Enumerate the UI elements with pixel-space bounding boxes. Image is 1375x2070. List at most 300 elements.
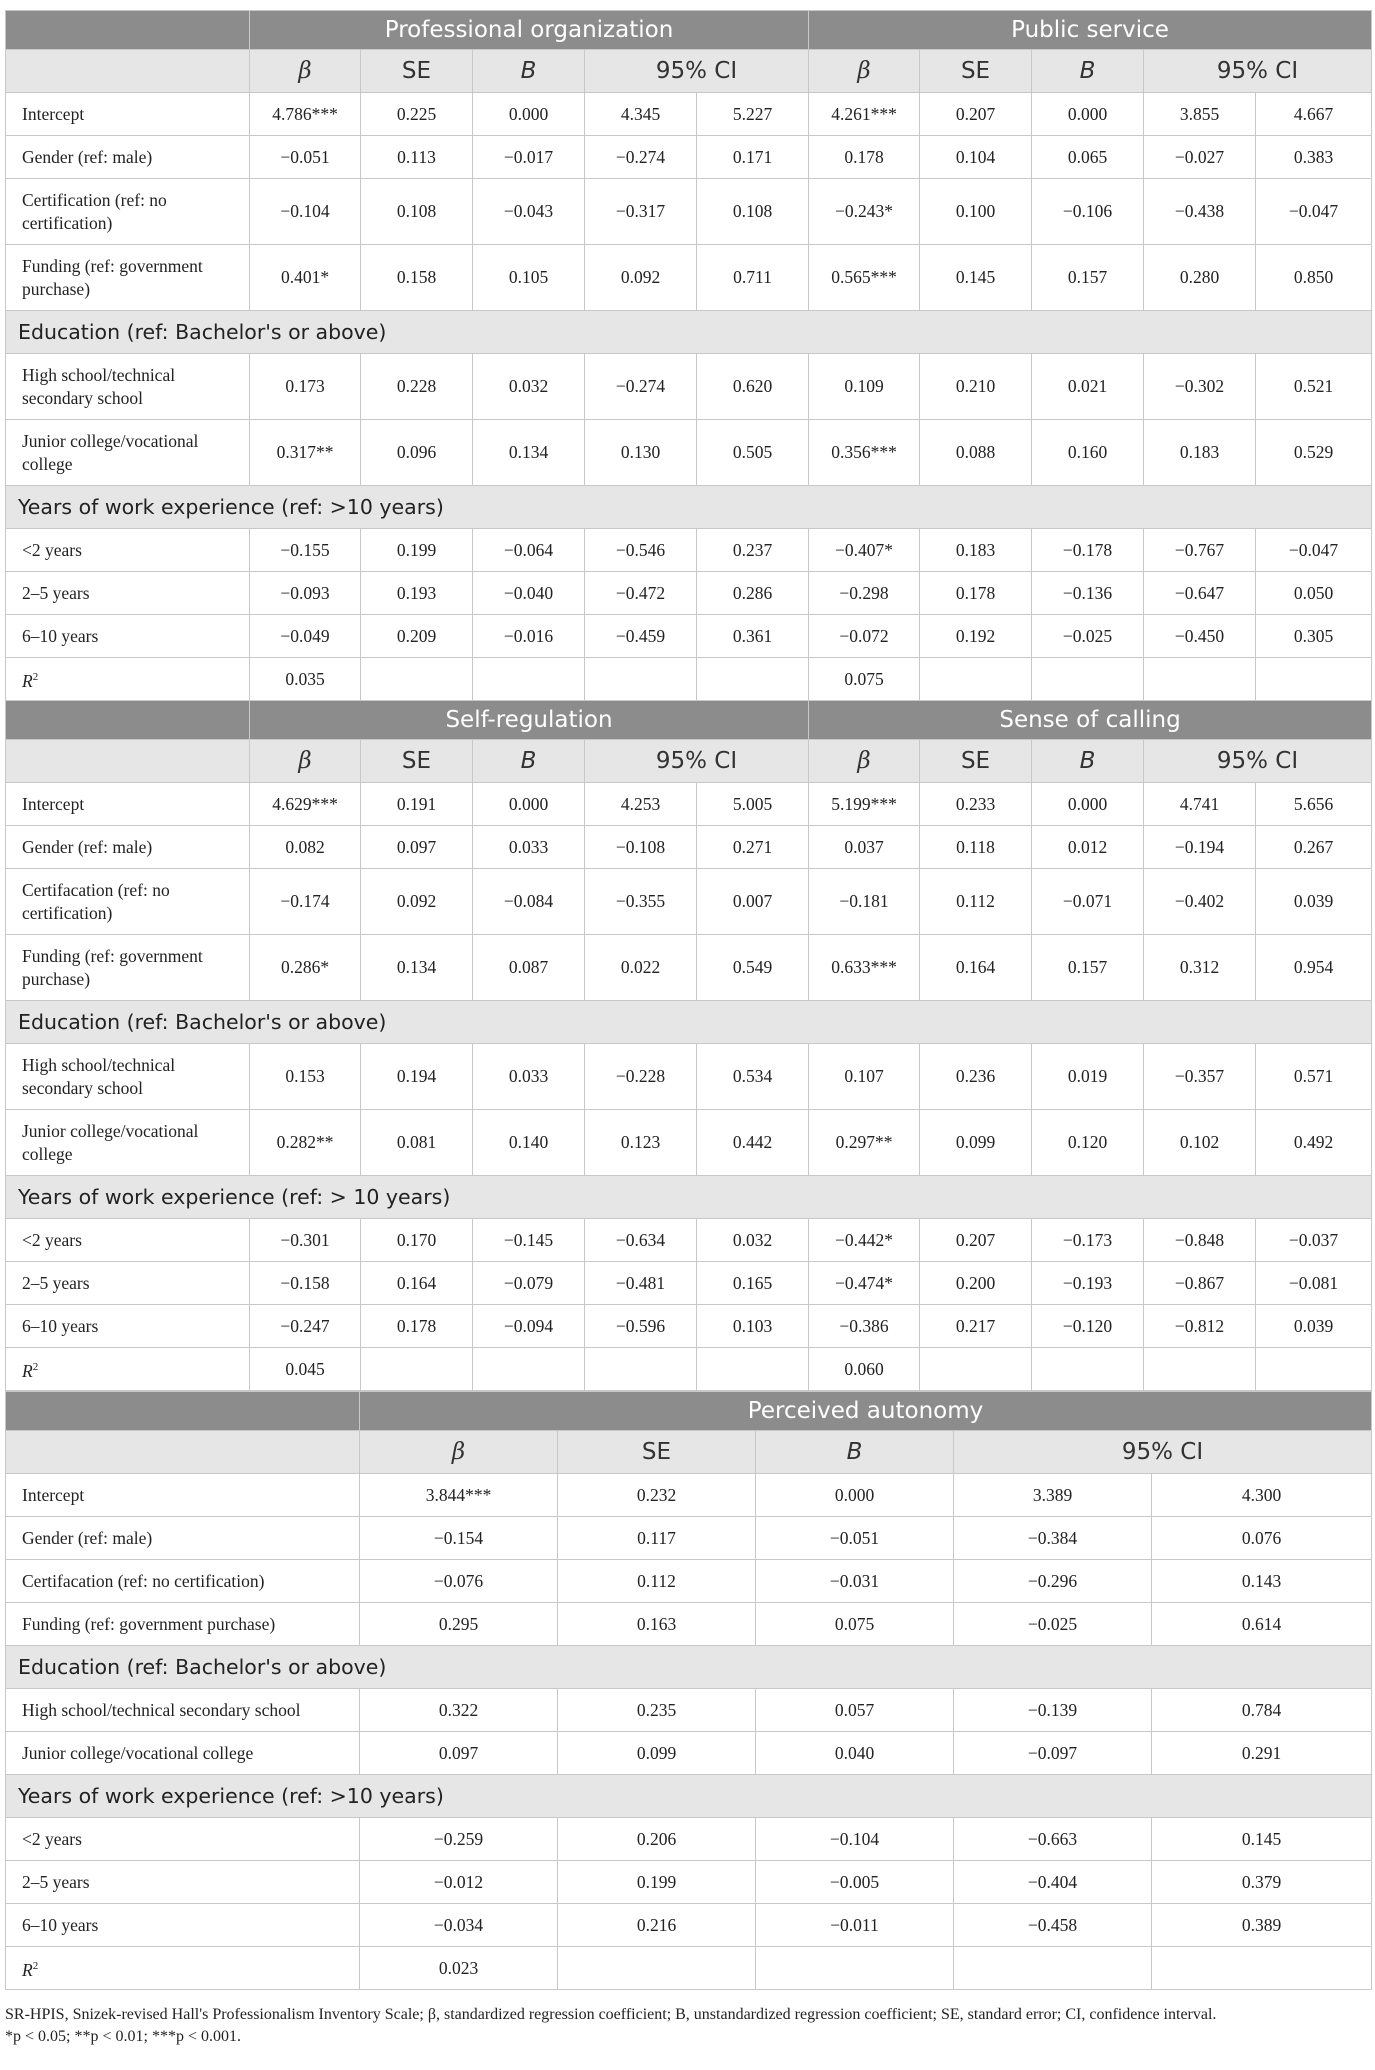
b-header: B bbox=[1032, 50, 1144, 93]
cell-value: 0.312 bbox=[1144, 935, 1256, 1001]
cell-value: −0.386 bbox=[809, 1305, 920, 1348]
cell-value: 0.082 bbox=[250, 826, 361, 869]
cell-value: 0.286 bbox=[697, 572, 809, 615]
cell-value: −0.317 bbox=[585, 179, 697, 245]
cell-value: −0.106 bbox=[1032, 179, 1144, 245]
cell-value: 0.097 bbox=[360, 1732, 558, 1775]
cell-value: 4.345 bbox=[585, 93, 697, 136]
table-section-autonomy bbox=[5, 1391, 1372, 1990]
row-label: Gender (ref: male) bbox=[6, 1517, 360, 1560]
cell-value: −0.247 bbox=[250, 1305, 361, 1348]
cell-value: 0.291 bbox=[1152, 1732, 1372, 1775]
cell-value: −0.194 bbox=[1144, 826, 1256, 869]
beta-header: β bbox=[250, 50, 361, 93]
cell-value: 0.037 bbox=[809, 826, 920, 869]
cell-value: −0.298 bbox=[809, 572, 920, 615]
r-superscript: 2 bbox=[32, 1360, 39, 1373]
ci-header: 95% CI bbox=[1144, 740, 1372, 783]
b-header: B bbox=[756, 1431, 954, 1474]
cell-value: 0.383 bbox=[1256, 136, 1372, 179]
row-label: Certifacation (ref: no certification) bbox=[6, 1560, 360, 1603]
cell-value: 0.000 bbox=[473, 93, 585, 136]
cell-value: 0.099 bbox=[920, 1110, 1032, 1176]
cell-value: 0.191 bbox=[361, 783, 473, 826]
r-squared-label bbox=[6, 658, 250, 701]
cell-value: 0.178 bbox=[920, 572, 1032, 615]
cell-value: −0.071 bbox=[1032, 869, 1144, 935]
cell-value: −0.181 bbox=[809, 869, 920, 935]
cell-value: −0.848 bbox=[1144, 1219, 1256, 1262]
cell-value: 0.442 bbox=[697, 1110, 809, 1176]
cell-value: −0.867 bbox=[1144, 1262, 1256, 1305]
cell-value: −0.051 bbox=[250, 136, 361, 179]
row-label: 6–10 years bbox=[6, 1305, 250, 1348]
cell-value: 0.000 bbox=[1032, 783, 1144, 826]
cell-value: −0.104 bbox=[756, 1818, 954, 1861]
cell-value: 0.305 bbox=[1256, 615, 1372, 658]
cell-value: −0.097 bbox=[954, 1732, 1152, 1775]
cell-value: 0.183 bbox=[1144, 420, 1256, 486]
r-letter: R bbox=[22, 1959, 33, 1980]
row-label: 6–10 years bbox=[6, 615, 250, 658]
cell-value: 4.667 bbox=[1256, 93, 1372, 136]
empty-cell bbox=[361, 1348, 473, 1391]
cell-value: 0.228 bbox=[361, 354, 473, 420]
se-header: SE bbox=[558, 1431, 756, 1474]
row-label: High school/technical secondary school bbox=[6, 1689, 360, 1732]
group-header-row bbox=[6, 701, 1372, 740]
table-row bbox=[6, 1861, 1372, 1904]
cell-value: −0.104 bbox=[250, 179, 361, 245]
table-row bbox=[6, 1219, 1372, 1262]
category-label: Education (ref: Bachelor's or above) bbox=[6, 311, 1372, 354]
row-label: Funding (ref: government purchase) bbox=[6, 935, 250, 1001]
r-squared-value: 0.035 bbox=[250, 658, 361, 701]
cell-value: 0.401* bbox=[250, 245, 361, 311]
row-label: 6–10 years bbox=[6, 1904, 360, 1947]
r-letter: R bbox=[22, 1360, 33, 1381]
cell-value: 0.206 bbox=[558, 1818, 756, 1861]
cell-value: 0.019 bbox=[1032, 1044, 1144, 1110]
outcome-header: Perceived autonomy bbox=[360, 1392, 1372, 1431]
cell-value: −0.663 bbox=[954, 1818, 1152, 1861]
se-header: SE bbox=[920, 740, 1032, 783]
cell-value: 0.075 bbox=[756, 1603, 954, 1646]
empty-cell bbox=[1032, 658, 1144, 701]
cell-value: −0.481 bbox=[585, 1262, 697, 1305]
cell-value: 0.123 bbox=[585, 1110, 697, 1176]
cell-value: −0.154 bbox=[360, 1517, 558, 1560]
cell-value: 0.145 bbox=[1152, 1818, 1372, 1861]
cell-value: −0.084 bbox=[473, 869, 585, 935]
empty-cell bbox=[756, 1947, 954, 1990]
cell-value: 4.741 bbox=[1144, 783, 1256, 826]
cell-value: 0.389 bbox=[1152, 1904, 1372, 1947]
cell-value: 0.178 bbox=[361, 1305, 473, 1348]
cell-value: 0.271 bbox=[697, 826, 809, 869]
cell-value: 0.033 bbox=[473, 1044, 585, 1110]
table-row bbox=[6, 826, 1372, 869]
ci-header: 95% CI bbox=[1144, 50, 1372, 93]
cell-value: −0.047 bbox=[1256, 179, 1372, 245]
cell-value: 0.282** bbox=[250, 1110, 361, 1176]
b-header: B bbox=[473, 740, 585, 783]
cell-value: −0.079 bbox=[473, 1262, 585, 1305]
empty-cell bbox=[1152, 1947, 1372, 1990]
cell-value: 0.000 bbox=[473, 783, 585, 826]
cell-value: −0.064 bbox=[473, 529, 585, 572]
footnote-significance: *p < 0.05; **p < 0.01; ***p < 0.001. bbox=[5, 2028, 241, 2045]
cell-value: −0.355 bbox=[585, 869, 697, 935]
cell-value: 0.118 bbox=[920, 826, 1032, 869]
cell-value: 0.178 bbox=[809, 136, 920, 179]
cell-value: −0.404 bbox=[954, 1861, 1152, 1904]
cell-value: −0.049 bbox=[250, 615, 361, 658]
cell-value: 0.145 bbox=[920, 245, 1032, 311]
cell-value: 5.227 bbox=[697, 93, 809, 136]
cell-value: −0.442* bbox=[809, 1219, 920, 1262]
table-row bbox=[6, 1818, 1372, 1861]
column-header-row bbox=[6, 50, 1372, 93]
cell-value: 0.295 bbox=[360, 1603, 558, 1646]
cell-value: 0.158 bbox=[361, 245, 473, 311]
row-label: Junior college/vocational college bbox=[6, 420, 250, 486]
cell-value: −0.402 bbox=[1144, 869, 1256, 935]
table-row bbox=[6, 1517, 1372, 1560]
cell-value: −0.081 bbox=[1256, 1262, 1372, 1305]
row-label: 2–5 years bbox=[6, 1861, 360, 1904]
beta-header: β bbox=[360, 1431, 558, 1474]
cell-value: 0.039 bbox=[1256, 1305, 1372, 1348]
cell-value: 0.297** bbox=[809, 1110, 920, 1176]
cell-value: 0.233 bbox=[920, 783, 1032, 826]
empty-cell bbox=[920, 658, 1032, 701]
cell-value: 0.170 bbox=[361, 1219, 473, 1262]
empty-cell bbox=[1144, 1348, 1256, 1391]
cell-value: −0.025 bbox=[1032, 615, 1144, 658]
cell-value: −0.017 bbox=[473, 136, 585, 179]
cell-value: −0.040 bbox=[473, 572, 585, 615]
empty-cell bbox=[697, 1348, 809, 1391]
cell-value: −0.274 bbox=[585, 136, 697, 179]
cell-value: 0.134 bbox=[473, 420, 585, 486]
cell-value: 0.267 bbox=[1256, 826, 1372, 869]
cell-value: 0.200 bbox=[920, 1262, 1032, 1305]
cell-value: 0.850 bbox=[1256, 245, 1372, 311]
table-row bbox=[6, 615, 1372, 658]
cell-value: 0.620 bbox=[697, 354, 809, 420]
cell-value: 0.100 bbox=[920, 179, 1032, 245]
cell-value: −0.767 bbox=[1144, 529, 1256, 572]
cell-value: 0.529 bbox=[1256, 420, 1372, 486]
cell-value: 0.096 bbox=[361, 420, 473, 486]
empty-cell bbox=[920, 1348, 1032, 1391]
header-blank bbox=[6, 50, 250, 93]
cell-value: −0.296 bbox=[954, 1560, 1152, 1603]
outcome-header: Public service bbox=[809, 11, 1372, 50]
category-row bbox=[6, 311, 1372, 354]
cell-value: −0.259 bbox=[360, 1818, 558, 1861]
cell-value: 0.087 bbox=[473, 935, 585, 1001]
cell-value: −0.301 bbox=[250, 1219, 361, 1262]
cell-value: 0.711 bbox=[697, 245, 809, 311]
cell-value: −0.274 bbox=[585, 354, 697, 420]
cell-value: 0.039 bbox=[1256, 869, 1372, 935]
cell-value: −0.472 bbox=[585, 572, 697, 615]
row-label: <2 years bbox=[6, 1818, 360, 1861]
table-row bbox=[6, 1560, 1372, 1603]
cell-value: 0.102 bbox=[1144, 1110, 1256, 1176]
se-header: SE bbox=[361, 50, 473, 93]
empty-cell bbox=[361, 658, 473, 701]
cell-value: 3.855 bbox=[1144, 93, 1256, 136]
regression-table bbox=[5, 10, 1371, 1990]
cell-value: 0.505 bbox=[697, 420, 809, 486]
cell-value: 0.207 bbox=[920, 93, 1032, 136]
row-label: Intercept bbox=[6, 1474, 360, 1517]
cell-value: 0.534 bbox=[697, 1044, 809, 1110]
table-row bbox=[6, 245, 1372, 311]
empty-cell bbox=[558, 1947, 756, 1990]
cell-value: −0.634 bbox=[585, 1219, 697, 1262]
r-squared-row bbox=[6, 658, 1372, 701]
category-row bbox=[6, 1001, 1372, 1044]
cell-value: 0.173 bbox=[250, 354, 361, 420]
table-row bbox=[6, 1262, 1372, 1305]
cell-value: 0.322 bbox=[360, 1689, 558, 1732]
cell-value: 0.032 bbox=[697, 1219, 809, 1262]
cell-value: 0.571 bbox=[1256, 1044, 1372, 1110]
cell-value: −0.459 bbox=[585, 615, 697, 658]
cell-value: 0.065 bbox=[1032, 136, 1144, 179]
row-label: Junior college/vocational college bbox=[6, 1732, 360, 1775]
table-row bbox=[6, 93, 1372, 136]
table-row bbox=[6, 1732, 1372, 1775]
cell-value: 0.232 bbox=[558, 1474, 756, 1517]
outcome-header: Self-regulation bbox=[250, 701, 809, 740]
cell-value: 0.033 bbox=[473, 826, 585, 869]
cell-value: 0.210 bbox=[920, 354, 1032, 420]
empty-cell bbox=[1256, 1348, 1372, 1391]
cell-value: 5.005 bbox=[697, 783, 809, 826]
row-label: <2 years bbox=[6, 1219, 250, 1262]
cell-value: 0.361 bbox=[697, 615, 809, 658]
cell-value: 0.032 bbox=[473, 354, 585, 420]
cell-value: −0.145 bbox=[473, 1219, 585, 1262]
cell-value: 0.157 bbox=[1032, 245, 1144, 311]
cell-value: −0.178 bbox=[1032, 529, 1144, 572]
ci-header: 95% CI bbox=[954, 1431, 1372, 1474]
table-section-1 bbox=[5, 10, 1372, 1391]
row-label: Funding (ref: government purchase) bbox=[6, 245, 250, 311]
row-label: Certifacation (ref: no certification) bbox=[6, 869, 250, 935]
cell-value: −0.173 bbox=[1032, 1219, 1144, 1262]
beta-header: β bbox=[809, 740, 920, 783]
cell-value: 0.092 bbox=[585, 245, 697, 311]
r-letter: R bbox=[22, 670, 33, 691]
cell-value: 0.237 bbox=[697, 529, 809, 572]
cell-value: −0.016 bbox=[473, 615, 585, 658]
cell-value: 0.216 bbox=[558, 1904, 756, 1947]
ci-header: 95% CI bbox=[585, 50, 809, 93]
outcome-header: Professional organization bbox=[250, 11, 809, 50]
cell-value: 0.225 bbox=[361, 93, 473, 136]
cell-value: 0.108 bbox=[697, 179, 809, 245]
cell-value: 0.954 bbox=[1256, 935, 1372, 1001]
table-row bbox=[6, 529, 1372, 572]
r-squared-value: 0.060 bbox=[809, 1348, 920, 1391]
cell-value: 0.012 bbox=[1032, 826, 1144, 869]
cell-value: −0.450 bbox=[1144, 615, 1256, 658]
cell-value: 0.614 bbox=[1152, 1603, 1372, 1646]
table-row bbox=[6, 1110, 1372, 1176]
cell-value: 0.784 bbox=[1152, 1689, 1372, 1732]
cell-value: 0.317** bbox=[250, 420, 361, 486]
outcome-header: Sense of calling bbox=[809, 701, 1372, 740]
cell-value: 0.207 bbox=[920, 1219, 1032, 1262]
empty-cell bbox=[585, 658, 697, 701]
cell-value: 0.183 bbox=[920, 529, 1032, 572]
cell-value: 0.164 bbox=[920, 935, 1032, 1001]
empty-cell bbox=[954, 1947, 1152, 1990]
table-row bbox=[6, 572, 1372, 615]
cell-value: 5.199*** bbox=[809, 783, 920, 826]
header-blank bbox=[6, 740, 250, 783]
category-label: Education (ref: Bachelor's or above) bbox=[6, 1646, 1372, 1689]
r-squared-label bbox=[6, 1947, 360, 1990]
table-row bbox=[6, 935, 1372, 1001]
se-header: SE bbox=[920, 50, 1032, 93]
cell-value: 0.107 bbox=[809, 1044, 920, 1110]
cell-value: 0.521 bbox=[1256, 354, 1372, 420]
category-row bbox=[6, 1176, 1372, 1219]
cell-value: −0.012 bbox=[360, 1861, 558, 1904]
cell-value: 4.261*** bbox=[809, 93, 920, 136]
cell-value: 0.163 bbox=[558, 1603, 756, 1646]
cell-value: 0.565*** bbox=[809, 245, 920, 311]
cell-value: 0.081 bbox=[361, 1110, 473, 1176]
cell-value: 0.236 bbox=[920, 1044, 1032, 1110]
r-squared-value: 0.023 bbox=[360, 1947, 558, 1990]
cell-value: 0.022 bbox=[585, 935, 697, 1001]
table-row bbox=[6, 1603, 1372, 1646]
r-squared-row bbox=[6, 1947, 1372, 1990]
cell-value: 0.076 bbox=[1152, 1517, 1372, 1560]
footnote-abbreviations: SR-HPIS, Snizek-revised Hall's Professionalism Inventory Scale; β, standardized regression coefficient; B, unstandardized regression coefficient; SE, standard error; CI, confidence interval. bbox=[5, 2006, 1217, 2023]
table-row bbox=[6, 1474, 1372, 1517]
cell-value: −0.108 bbox=[585, 826, 697, 869]
cell-value: −0.011 bbox=[756, 1904, 954, 1947]
cell-value: 0.099 bbox=[558, 1732, 756, 1775]
empty-cell bbox=[1256, 658, 1372, 701]
cell-value: −0.474* bbox=[809, 1262, 920, 1305]
cell-value: 0.171 bbox=[697, 136, 809, 179]
cell-value: 4.253 bbox=[585, 783, 697, 826]
table-row bbox=[6, 354, 1372, 420]
table-footnote bbox=[5, 2004, 1371, 2048]
cell-value: −0.155 bbox=[250, 529, 361, 572]
table-row bbox=[6, 1689, 1372, 1732]
cell-value: −0.243* bbox=[809, 179, 920, 245]
cell-value: 0.164 bbox=[361, 1262, 473, 1305]
cell-value: 0.157 bbox=[1032, 935, 1144, 1001]
table-row bbox=[6, 420, 1372, 486]
cell-value: −0.438 bbox=[1144, 179, 1256, 245]
r-squared-label bbox=[6, 1348, 250, 1391]
cell-value: 0.199 bbox=[361, 529, 473, 572]
cell-value: −0.384 bbox=[954, 1517, 1152, 1560]
cell-value: −0.051 bbox=[756, 1517, 954, 1560]
beta-header: β bbox=[250, 740, 361, 783]
header-blank bbox=[6, 1392, 360, 1431]
cell-value: −0.027 bbox=[1144, 136, 1256, 179]
cell-value: −0.458 bbox=[954, 1904, 1152, 1947]
cell-value: 0.356*** bbox=[809, 420, 920, 486]
cell-value: 0.143 bbox=[1152, 1560, 1372, 1603]
cell-value: −0.357 bbox=[1144, 1044, 1256, 1110]
cell-value: −0.139 bbox=[954, 1689, 1152, 1732]
table-row bbox=[6, 1904, 1372, 1947]
row-label: Junior college/vocational college bbox=[6, 1110, 250, 1176]
row-label: High school/technical secondary school bbox=[6, 354, 250, 420]
category-label: Years of work experience (ref: > 10 years) bbox=[6, 1176, 1372, 1219]
empty-cell bbox=[473, 658, 585, 701]
empty-cell bbox=[473, 1348, 585, 1391]
cell-value: −0.407* bbox=[809, 529, 920, 572]
cell-value: 0.549 bbox=[697, 935, 809, 1001]
cell-value: 0.109 bbox=[809, 354, 920, 420]
cell-value: 0.108 bbox=[361, 179, 473, 245]
row-label: Gender (ref: male) bbox=[6, 826, 250, 869]
b-header: B bbox=[473, 50, 585, 93]
cell-value: −0.005 bbox=[756, 1861, 954, 1904]
cell-value: −0.174 bbox=[250, 869, 361, 935]
cell-value: 0.280 bbox=[1144, 245, 1256, 311]
beta-header: β bbox=[809, 50, 920, 93]
cell-value: −0.596 bbox=[585, 1305, 697, 1348]
cell-value: 0.633*** bbox=[809, 935, 920, 1001]
cell-value: −0.158 bbox=[250, 1262, 361, 1305]
category-row bbox=[6, 1646, 1372, 1689]
cell-value: −0.193 bbox=[1032, 1262, 1144, 1305]
empty-cell bbox=[697, 658, 809, 701]
row-label: <2 years bbox=[6, 529, 250, 572]
table-row bbox=[6, 1305, 1372, 1348]
cell-value: 0.193 bbox=[361, 572, 473, 615]
group-header-row bbox=[6, 11, 1372, 50]
r-squared-row bbox=[6, 1348, 1372, 1391]
empty-cell bbox=[1144, 658, 1256, 701]
cell-value: −0.094 bbox=[473, 1305, 585, 1348]
cell-value: −0.093 bbox=[250, 572, 361, 615]
cell-value: 0.165 bbox=[697, 1262, 809, 1305]
header-blank bbox=[6, 11, 250, 50]
category-label: Education (ref: Bachelor's or above) bbox=[6, 1001, 1372, 1044]
category-label: Years of work experience (ref: >10 years) bbox=[6, 486, 1372, 529]
cell-value: −0.302 bbox=[1144, 354, 1256, 420]
r-squared-value: 0.075 bbox=[809, 658, 920, 701]
row-label: 2–5 years bbox=[6, 1262, 250, 1305]
row-label: High school/technical secondary school bbox=[6, 1044, 250, 1110]
cell-value: 0.153 bbox=[250, 1044, 361, 1110]
row-label: 2–5 years bbox=[6, 572, 250, 615]
cell-value: −0.025 bbox=[954, 1603, 1152, 1646]
cell-value: 0.000 bbox=[1032, 93, 1144, 136]
cell-value: −0.120 bbox=[1032, 1305, 1144, 1348]
category-row bbox=[6, 486, 1372, 529]
cell-value: 0.040 bbox=[756, 1732, 954, 1775]
column-header-row bbox=[6, 740, 1372, 783]
